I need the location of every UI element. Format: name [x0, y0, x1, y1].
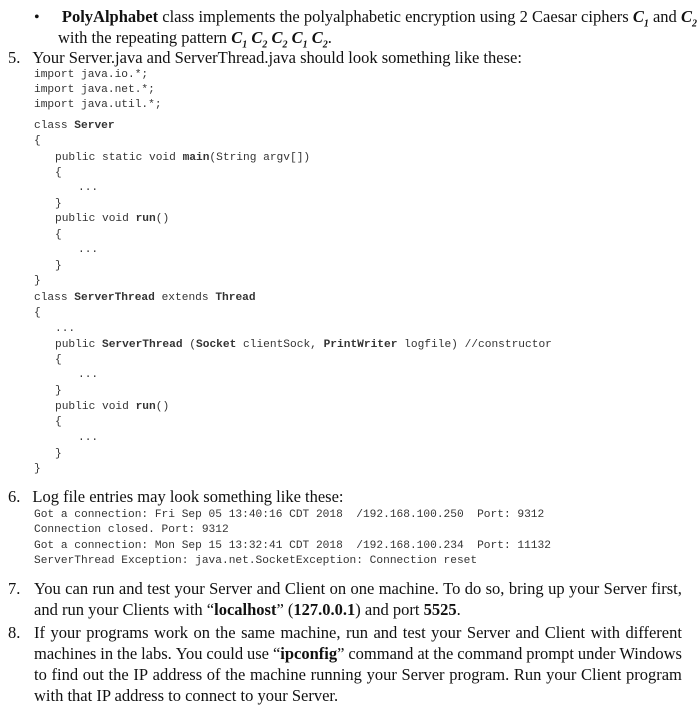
item-8-line-3-word: program	[625, 665, 682, 684]
item-8-number: 8.	[8, 623, 21, 642]
item-7-line-2: and run your Clients with “localhost” (127.0.0.1) and port 5525.	[34, 600, 461, 619]
pattern-1: $C_1$	[231, 28, 248, 51]
class-server-decl: class Server	[34, 120, 115, 132]
cipher-c2: $C_2$	[680, 7, 697, 30]
server-open-brace: {	[34, 135, 41, 147]
item-8-line-1-word: machine,	[280, 623, 341, 642]
polyalphabet-name: PolyAlphabet	[61, 7, 159, 26]
localhost-ip: 127.0.0.1	[293, 600, 356, 619]
item-8-line-3	[34, 664, 682, 685]
run-open-brace: {	[55, 229, 62, 241]
run-close-brace: }	[55, 260, 62, 272]
run2-method-decl: public void run()	[55, 401, 170, 413]
item-6-number: 6.	[8, 487, 21, 506]
item-8-line-1-word: Client	[544, 623, 586, 642]
bullet-and: and	[648, 7, 681, 26]
item-8-line-3-word: your	[546, 665, 577, 684]
run2-close-brace: }	[55, 448, 62, 460]
item-8-line-2-word: under	[577, 644, 616, 663]
item-8-line-2-word: at	[417, 644, 430, 663]
import-io: import java.io.*;	[34, 69, 149, 81]
log-line-4: ServerThread Exception: java.net.SocketException: Connection reset	[34, 555, 478, 567]
item-8-line-2-word: machines	[34, 644, 97, 663]
item-8-line-3-word: the	[225, 665, 246, 684]
main-body-dots: ...	[78, 182, 99, 194]
server-close-brace: }	[34, 275, 41, 287]
port-number: 5525	[423, 600, 457, 619]
item-8-line-2-word: You	[175, 644, 203, 663]
pattern-5: $C_2$	[311, 28, 328, 51]
item-8-line-2-word: could	[206, 644, 244, 663]
item-6-text: Log file entries may look something like these:	[32, 487, 344, 506]
log-line-2: Connection closed. Port: 9312	[34, 524, 229, 536]
pattern-4: $C_1$	[291, 28, 308, 51]
item-7-line-1-word: machine.	[378, 579, 439, 598]
field-dots: ...	[55, 323, 76, 335]
item-7-line-1-word: one	[350, 579, 375, 598]
item-8-line-1-word: test	[402, 623, 426, 642]
item-8-line-1-word: same	[241, 623, 275, 642]
main-open-brace: {	[55, 167, 62, 179]
log-line-1: Got a connection: Fri Sep 05 13:40:16 CDT 2018 /192.168.100.250 Port: 9312	[34, 509, 545, 521]
item-8-line-1-word: your	[50, 623, 81, 642]
constructor-open-brace: {	[55, 354, 62, 366]
import-net: import java.net.*;	[34, 84, 155, 96]
run-body-dots: ...	[78, 244, 99, 256]
item-8-line-1-word: Server	[466, 623, 510, 642]
item-7-line-1-word: Client	[284, 579, 326, 598]
bullet-dot: •	[34, 9, 40, 26]
serverthread-open-brace: {	[34, 307, 41, 319]
bullet-line2-prefix: with the repeating pattern	[58, 28, 232, 47]
ipconfig-command: “ipconfig”	[272, 644, 345, 663]
item-7-line-1-word: To	[443, 579, 461, 598]
item-8-line-4: with that IP address to connect to your Server.	[34, 686, 339, 705]
item-8-line-1	[34, 622, 682, 643]
item-7-line-1	[34, 578, 682, 599]
item-8-line-3-word: running	[310, 665, 362, 684]
cipher-c1: $C_1$	[632, 7, 649, 30]
item-8-line-3-word: Run	[513, 665, 542, 684]
bullet-text-1: class implements the polyalphabetic encryption using 2 Caesar ciphers	[158, 7, 633, 26]
item-8-line-1-word: and	[373, 623, 398, 642]
item-8-line-2-word: the	[117, 644, 138, 663]
item-7-line-1-word: Server	[209, 579, 253, 598]
item-8-line-2-word: Windows	[619, 644, 682, 663]
pattern-3: $C_2$	[271, 28, 288, 51]
item-7-line-1-word: up	[548, 579, 565, 598]
item-8-line-2-word: command	[457, 644, 523, 663]
run2-body-dots: ...	[78, 432, 99, 444]
item-6	[8, 486, 344, 507]
item-8-line-3-word: Server	[401, 665, 445, 684]
item-8-line-2-word: the	[433, 644, 454, 663]
item-8-line-3-word: machine	[250, 665, 306, 684]
item-7-line-1-word: can	[65, 579, 89, 598]
item-8-line-2-word: use	[247, 644, 270, 663]
constructor-decl: public ServerThread (Socket clientSock, PrintWriter logfile) //constructor	[55, 339, 552, 351]
item-8-line-1-word: and	[515, 623, 540, 642]
item-8-line-3-word: out	[82, 665, 104, 684]
item-8-line-1-word: with	[590, 623, 620, 642]
item-8-line-1-word: run	[345, 623, 368, 642]
item-8-line-1-word: If	[34, 623, 45, 642]
log-line-3: Got a connection: Mon Sep 15 13:32:41 CDT 2018 /192.168.100.234 Port: 11132	[34, 540, 551, 552]
item-7-line-1-word: run	[92, 579, 115, 598]
import-util: import java.util.*;	[34, 99, 162, 111]
constructor-body-dots: ...	[78, 369, 99, 381]
item-8-line-3-word: your	[366, 665, 397, 684]
item-8-line-3-word: IP	[133, 665, 148, 684]
main-method-decl: public static void main(String argv[])	[55, 152, 311, 164]
item-7-line-1-word: do	[464, 579, 482, 598]
item-7-line-1-word: so,	[485, 579, 505, 598]
item-8-line-2-word: in	[100, 644, 114, 663]
item-7-line-1-word: bring	[508, 579, 544, 598]
item-7-line-1-word: and	[118, 579, 143, 598]
item-7-number: 7.	[8, 579, 21, 598]
item-8-line-1-word: on	[193, 623, 210, 642]
item-5-text: Your Server.java and ServerThread.java should look something like these:	[32, 48, 522, 67]
item-7-line-1-word: and	[256, 579, 281, 598]
pattern-2: $C_2$	[251, 28, 268, 51]
constructor-close-brace: }	[55, 385, 62, 397]
item-7-line-1-word: test	[147, 579, 171, 598]
item-8-line-1-word: the	[215, 623, 236, 642]
item-8-line-3-word: to	[34, 665, 47, 684]
item-8-line-3-word: of	[206, 665, 221, 684]
main-close-brace: }	[55, 198, 62, 210]
item-5-number: 5.	[8, 48, 21, 67]
pattern-period: .	[327, 28, 332, 47]
item-8-line-2-word: prompt	[526, 644, 574, 663]
item-8-line-1-word: different	[625, 623, 682, 642]
run2-open-brace: {	[55, 416, 62, 428]
item-7-line-1-word: on	[329, 579, 347, 598]
class-serverthread-decl: class ServerThread extends Thread	[34, 292, 256, 304]
localhost-text: localhost	[214, 600, 277, 619]
item-7-line-1-word: You	[34, 579, 61, 598]
item-8-line-3-word: Client	[580, 665, 622, 684]
item-7-line-1-word: your	[569, 579, 600, 598]
item-8-line-1-word: work	[154, 623, 188, 642]
item-5	[8, 47, 522, 68]
item-8-line-2-word: labs.	[141, 644, 172, 663]
item-7-line-1-word: Server	[603, 579, 647, 598]
item-8-line-2-word: command	[348, 644, 414, 663]
item-8-line-1-word: your	[431, 623, 462, 642]
run-method-decl: public void run()	[55, 213, 170, 225]
item-8-line-3-word: address	[152, 665, 203, 684]
item-8-line-2	[34, 643, 682, 664]
item-8-line-3-word: program.	[449, 665, 510, 684]
item-8-line-3-word: find	[51, 665, 79, 684]
item-7-line-1-word: your	[174, 579, 205, 598]
item-8-line-3-word: the	[108, 665, 129, 684]
item-8-line-1-word: programs	[86, 623, 149, 642]
item-7-line-1-word: first,	[651, 579, 682, 598]
serverthread-close-brace: }	[34, 463, 41, 475]
